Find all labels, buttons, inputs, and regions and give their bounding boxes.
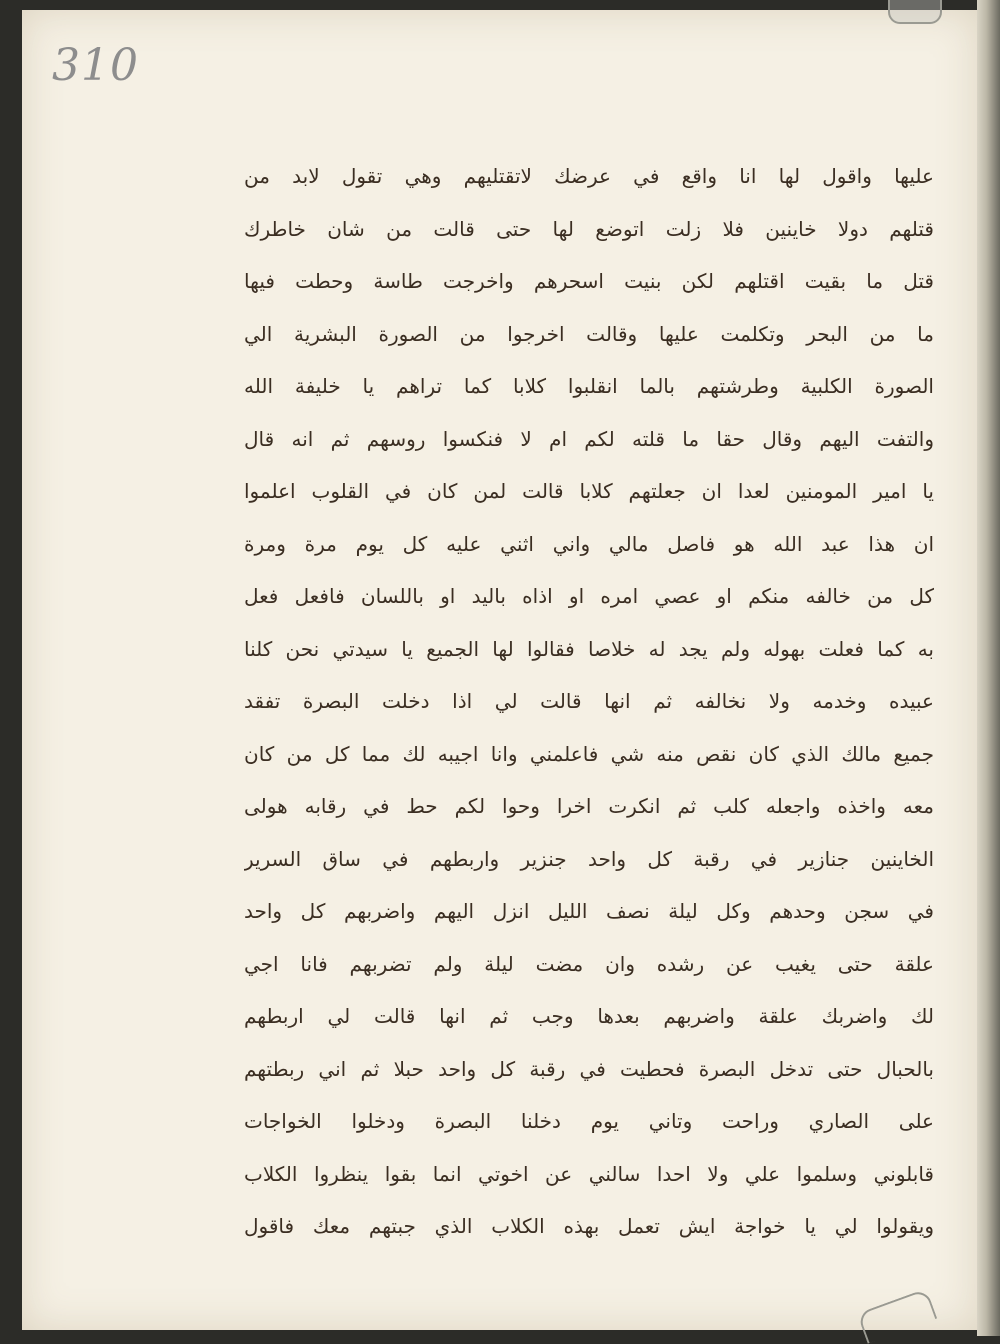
- manuscript-line: الخاينين جنازير في رقبة كل واحد جنزير واربطهم في ساق السرير: [244, 846, 934, 871]
- folio-number: 310: [52, 40, 139, 91]
- page-clip-top: [888, 0, 942, 24]
- manuscript-line: عليها واقول لها انا واقع في عرضك لاتقتليهم وهي تقول لابد من: [244, 164, 934, 188]
- manuscript-line: بالحبال حتى تدخل البصرة فحطيت في رقبة كل واحد حبلا ثم اني ربطتهم: [244, 1056, 934, 1081]
- manuscript-page: [22, 10, 977, 1330]
- manuscript-line: على الصاري وراحت وتاني يوم دخلنا البصرة ودخلوا الخواجات: [244, 1109, 934, 1133]
- manuscript-line: ما من البحر وتكلمت عليها وقالت اخرجوا من الصورة البشرية الي: [244, 321, 934, 346]
- manuscript-text-block: [244, 150, 934, 1253]
- manuscript-line: قابلوني وسلموا علي ولا احدا سالني عن اخوتي انما بقوا ينظروا الكلاب: [244, 1161, 934, 1186]
- manuscript-line: قتلهم دولا خاينين فلا زلت اتوضع لها حتى قالت من شان خاطرك: [244, 216, 934, 241]
- manuscript-line: عبيده وخدمه ولا نخالفه ثم انها قالت لي اذا دخلت البصرة تفقد: [244, 689, 934, 713]
- manuscript-line: معه واخذه واجعله كلب ثم انكرت اخرا وحوا لكم حط في رقابه هولى: [244, 794, 934, 818]
- manuscript-line: علقة حتى يغيب عن رشده وان مضت ليلة ولم تضربهم فانا اجي: [244, 951, 934, 976]
- manuscript-line: الصورة الكلبية وطرشتهم بالما انقلبوا كلابا كما تراهم يا خليفة الله: [244, 374, 934, 398]
- manuscript-line: ويقولوا لي يا خواجة ايش تعمل بهذه الكلاب الذي جبتهم معك فاقول: [244, 1214, 934, 1238]
- manuscript-line: جميع مالك الذي كان نقص منه شي فاعلمني وانا اجيبه لك مما كل من كان: [244, 741, 934, 766]
- manuscript-line: به كما فعلت بهوله ولم يجد له خلاصا فقالوا لها الجميع يا سيدتي نحن كلنا: [244, 636, 934, 661]
- manuscript-line: يا امير المومنين لعدا ان جعلتهم كلابا قالت لمن كان في القلوب اعلموا: [244, 479, 934, 503]
- manuscript-line: في سجن وحدهم وكل ليلة نصف الليل انزل اليهم واضربهم كل واحد: [244, 899, 934, 923]
- manuscript-line: والتفت اليهم وقال حقا ما قلته لكم ام لا فنكسوا روسهم ثم انه قال: [244, 426, 934, 451]
- manuscript-line: كل من خالفه منكم او عصي امره او اذاه باليد او باللسان فافعل فعل: [244, 584, 934, 608]
- manuscript-line: قتل ما بقيت اقتلهم لكن بنيت اسحرهم واخرجت طاسة وحطت فيها: [244, 269, 934, 293]
- manuscript-line: ان هذا عبد الله هو فاصل مالي واني اثني عليه كل يوم مرة ومرة: [244, 531, 934, 556]
- manuscript-line: لك واضربك علقة واضربهم بعدها وجب ثم انها قالت لي اربطهم: [244, 1004, 934, 1028]
- binding-edge: [977, 0, 1000, 1336]
